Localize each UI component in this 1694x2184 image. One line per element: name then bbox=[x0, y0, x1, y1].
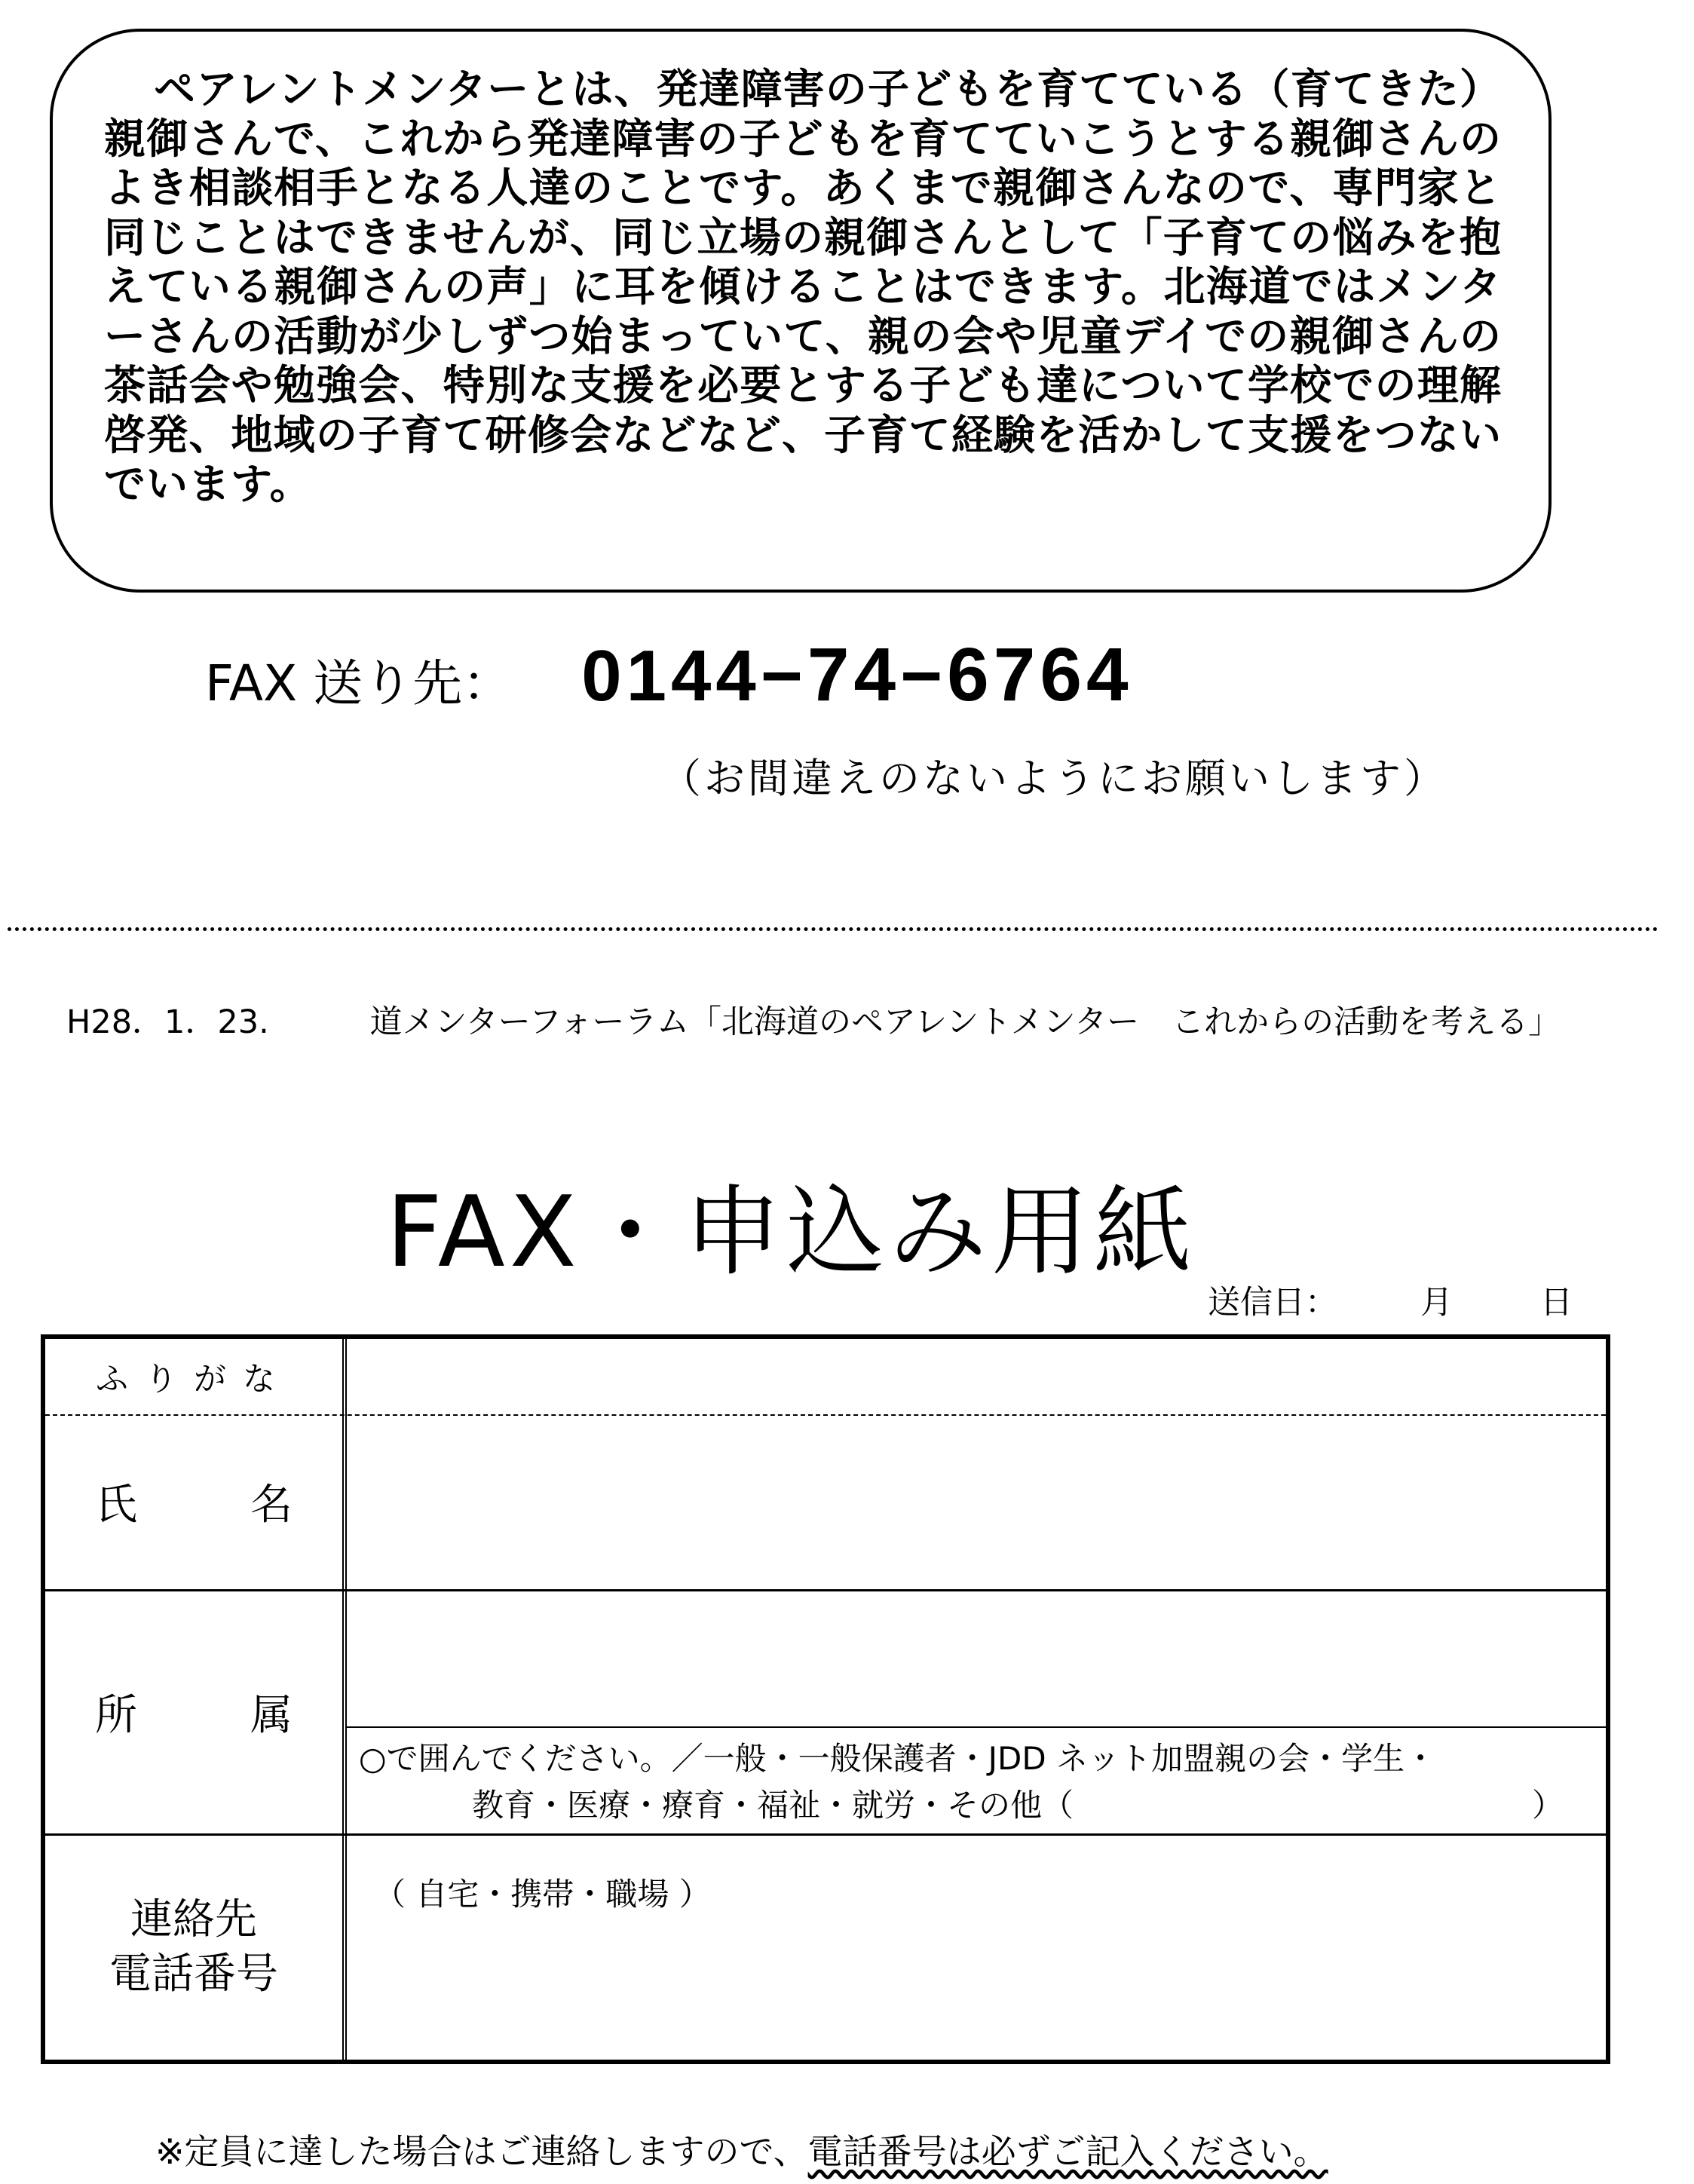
contact-label-line2: 電話番号 bbox=[109, 1950, 278, 1999]
fax-number-mid: 74 bbox=[807, 633, 901, 717]
name-row bbox=[45, 1414, 1606, 1591]
contact-row bbox=[45, 1835, 1606, 2060]
affiliation-choices-line2-row bbox=[359, 1782, 1606, 1829]
send-date-month-label: 月 bbox=[1420, 1284, 1453, 1322]
intro-text: ペアレントメンターとは、発達障害の子どもを育てている（育てきた）親御さんで、これから発達障害の子どもを育てていこうとする親御さんのよき相談相手となる人達のことです。あくまで親御さんなので、専門家と同じことはできませんが、同じ立場の親御さんとして「子育ての悩みを抱えている親御さんの声」に耳を傾けることはできます。北海道ではメンターさんの活動が少しずつ始まっていて、親の会や児童デイでの親御さんの茶話会や勉強会、特別な支援を必要とする子ども達について学校での理解啓発、地域の子育て研修会などなど、子育て経験を活かして支援をつないでいます。 bbox=[104, 65, 1502, 508]
fax-destination-label: FAX 送り先： bbox=[205, 654, 513, 712]
name-label: 氏名 bbox=[95, 1481, 406, 1530]
affiliation-choices-line2: 教育・医療・療育・福祉・就労・その他（ bbox=[472, 1787, 1074, 1824]
furigana-label: ふりがな bbox=[45, 1339, 347, 1414]
contact-type-hint: （ 自宅・携帯・職場 ） bbox=[374, 1876, 711, 1913]
name-field[interactable] bbox=[347, 1414, 1606, 1589]
fax-destination bbox=[205, 632, 1133, 715]
affiliation-choices-line1: ○で囲んでください。／一般・一般保護者・JDD ネット加盟親の会・学生・ bbox=[359, 1740, 1437, 1777]
application-form-table bbox=[41, 1334, 1610, 2064]
affiliation-field-area bbox=[347, 1591, 1606, 1833]
cut-line-divider bbox=[8, 927, 1659, 931]
fax-number-dash: − bbox=[760, 636, 807, 716]
form-title: FAX・申込み用紙 bbox=[386, 1175, 1196, 1289]
event-line bbox=[66, 997, 1561, 1043]
fax-destination-number bbox=[581, 632, 1132, 718]
send-date bbox=[1208, 1277, 1573, 1323]
fax-number-end: 6764 bbox=[947, 633, 1133, 717]
contact-field[interactable] bbox=[347, 1835, 1606, 2060]
footer-note bbox=[155, 2124, 1328, 2174]
furigana-field[interactable] bbox=[347, 1339, 1606, 1414]
footer-note-emphasis: 電話番号は必ずご記入ください。 bbox=[807, 2131, 1328, 2172]
intro-box bbox=[50, 29, 1552, 593]
furigana-row bbox=[45, 1339, 1606, 1416]
fax-destination-note: （お間違えのないようにお願いします） bbox=[660, 755, 1447, 802]
affiliation-other-close: ） bbox=[1531, 1787, 1564, 1824]
contact-label-cell bbox=[45, 1835, 347, 2060]
fax-number-prefix: 0144 bbox=[581, 636, 761, 716]
affiliation-choices bbox=[347, 1728, 1606, 1829]
affiliation-field[interactable] bbox=[347, 1591, 1606, 1728]
fax-number-dash: − bbox=[900, 636, 948, 716]
event-date: H28．1．23. bbox=[66, 1003, 269, 1041]
send-date-label: 送信日： bbox=[1208, 1284, 1337, 1322]
affiliation-label: 所属 bbox=[95, 1691, 406, 1740]
contact-label-line1: 連絡先 bbox=[130, 1895, 257, 1944]
name-label-cell bbox=[45, 1414, 406, 1589]
footer-note-prefix: ※定員に達した場合はご連絡しますので、 bbox=[155, 2131, 808, 2172]
affiliation-row bbox=[45, 1591, 1606, 1836]
send-date-day-label: 日 bbox=[1540, 1284, 1573, 1322]
event-title: 道メンターフォーラム「北海道のペアレントメンター これからの活動を考える」 bbox=[369, 1003, 1561, 1041]
affiliation-label-cell bbox=[45, 1591, 406, 1833]
